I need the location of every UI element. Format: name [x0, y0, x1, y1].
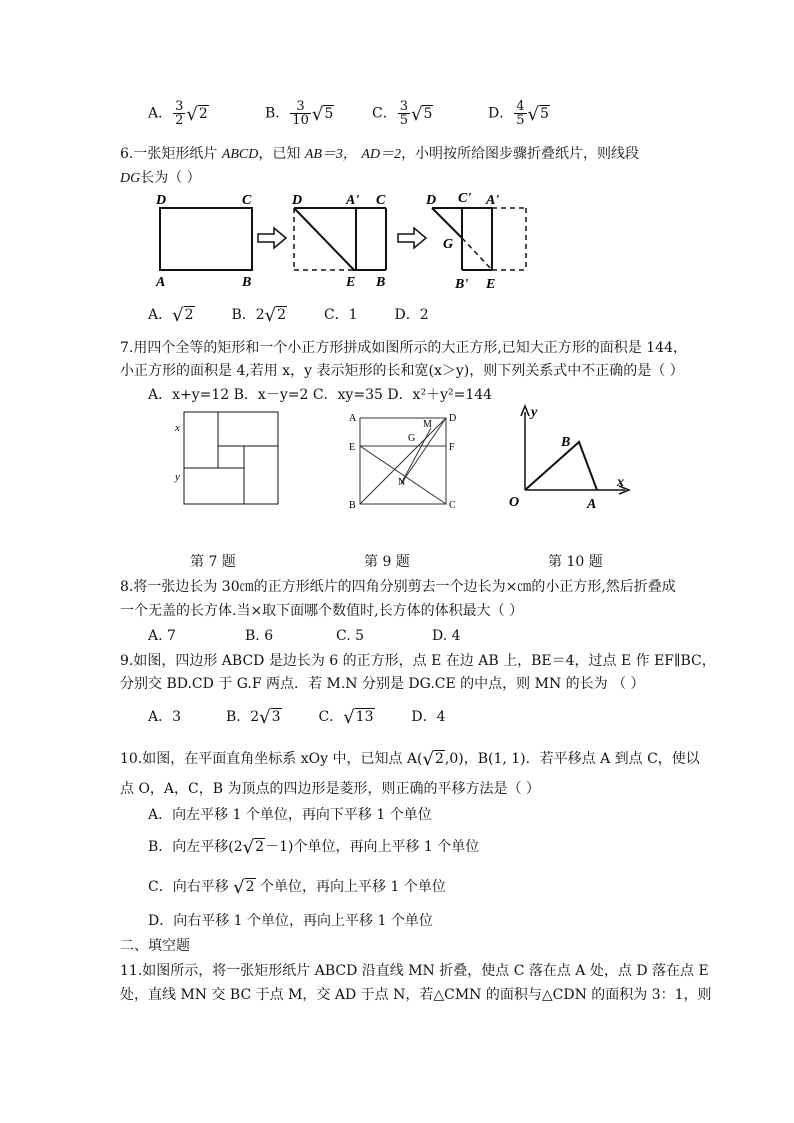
- label-d3: D: [426, 193, 437, 208]
- label-a2: A': [346, 193, 360, 208]
- label-e2: E: [346, 275, 356, 290]
- q7-options: A．x+y=12 B．x－y=2 C．xy=35 D．x²＋y²=144: [148, 387, 493, 403]
- caption-fig7: 第 7 题: [190, 554, 236, 570]
- label-b3: B': [455, 277, 469, 292]
- q6-figure: [150, 190, 530, 294]
- q10-option-a: A．向左平移 1 个单位，再向下平移 1 个单位: [148, 807, 432, 823]
- label-a3: A': [486, 193, 500, 208]
- fig7: [172, 410, 282, 506]
- q6-rect-abcd: [160, 208, 252, 270]
- svg-text:D: D: [449, 413, 457, 424]
- svg-text:G: G: [408, 433, 416, 444]
- q6-stem-line2: DG长为（ ）: [120, 170, 201, 186]
- fig10: [505, 402, 635, 514]
- label-g3: G: [443, 237, 454, 252]
- q10-option-b: B．向左平移(2√2－1)个单位，再向上平移 1 个单位: [148, 837, 480, 858]
- svg-text:A: A: [349, 413, 357, 424]
- q5-option-d: D． $\frac{4}{5}$ √5: [488, 99, 549, 128]
- q8-stem-line2: 一个无盖的长方体.当×取下面哪个数值时,长方体的体积最大（ ）: [120, 603, 524, 619]
- svg-text:M: M: [423, 419, 432, 430]
- q9-stem-line2: 分别交 BD.CD 于 G.F 两点．若 M.N 分别是 DG.CE 的中点，则 MN 的长为 （ ）: [120, 676, 645, 692]
- svg-text:N: N: [398, 477, 406, 488]
- svg-text:B: B: [561, 435, 571, 450]
- fig7-x-label: x: [175, 422, 180, 434]
- fig9: [344, 410, 464, 514]
- q10-option-c: C．向右平移 √2 个单位，再向上平移 1 个单位: [148, 877, 446, 898]
- label-c3: C': [458, 191, 472, 206]
- arrow-right-icon: [398, 228, 426, 248]
- fig7-y-label: y: [175, 471, 180, 483]
- q9-options: A．3 B．2√3 C．√13 D．4: [148, 707, 446, 728]
- caption-fig9: 第 9 题: [364, 554, 410, 570]
- q8-stem-line1: 8.将一张边长为 30㎝的正方形纸片的四角分别剪去一个边长为×㎝的小正方形,然后折叠成: [120, 579, 676, 595]
- label-a1: A: [156, 275, 166, 290]
- q6-stem-line1: 6.一张矩形纸片 ABCD，已知 AB＝3， AD＝2，小明按所给图步骤折叠纸片，则线段: [120, 146, 640, 162]
- q6-options: A．√2 B．2√2 C．1 D．2: [148, 305, 429, 326]
- section-title: 二、填空题: [120, 938, 190, 954]
- label-c2: C: [376, 193, 386, 208]
- q10-stem-line1: 10.如图，在平面直角坐标系 xOy 中，已知点 A(√2,0)，B(1, 1)．若平移点 A 到点 C，使以: [120, 749, 700, 770]
- q9-stem-line1: 9.如图，四边形 ABCD 是边长为 6 的正方形，点 E 在边 AB 上，BE＝4，过点 E 作 EF∥BC，: [120, 653, 716, 669]
- label-d1: D: [156, 193, 167, 208]
- svg-text:O: O: [509, 495, 520, 510]
- q5-option-a: A． $\frac{3}{2}$ √2: [148, 99, 208, 128]
- svg-text:x: x: [617, 475, 624, 490]
- label-e3: E: [486, 277, 496, 292]
- svg-text:y: y: [531, 405, 538, 420]
- svg-text:C: C: [449, 500, 456, 511]
- q7-stem-line2: 小正方形的面积是 4,若用 x，y 表示矩形的长和宽(x＞y)，则下列关系式中不正确的是（ ）: [120, 363, 684, 379]
- q5-option-c: C． $\frac{3}{5}$ √5: [372, 99, 433, 128]
- label-b1: B: [242, 275, 252, 290]
- svg-text:E: E: [349, 442, 356, 453]
- q10-option-d: D．向右平移 1 个单位，再向上平移 1 个单位: [148, 913, 433, 929]
- svg-text:B: B: [349, 500, 356, 511]
- q11-stem-line1: 11.如图所示，将一张矩形纸片 ABCD 沿直线 MN 折叠，使点 C 落在点 A 处，点 D 落在点 E: [120, 963, 709, 979]
- svg-text:F: F: [449, 442, 455, 453]
- label-b2: B: [376, 275, 386, 290]
- label-c1: C: [242, 193, 252, 208]
- label-d2: D: [292, 193, 303, 208]
- caption-fig10: 第 10 题: [548, 554, 603, 570]
- q10-stem-line2: 点 O，A，C，B 为顶点的四边形是菱形，则正确的平移方法是（ ）: [120, 781, 540, 797]
- q5-option-b: B． $\frac{3}{10}$ √5: [265, 99, 334, 128]
- arrow-right-icon: [258, 228, 286, 248]
- q11-stem-line2: 处，直线 MN 交 BC 于点 M，交 AD 于点 N，若△CMN 的面积与△CDN 的面积为 3：1，则: [120, 987, 712, 1003]
- q7-stem-line1: 7.用四个全等的矩形和一个小正方形拼成如图所示的大正方形,已知大正方形的面积是 144，: [120, 340, 687, 356]
- svg-text:A: A: [587, 497, 597, 512]
